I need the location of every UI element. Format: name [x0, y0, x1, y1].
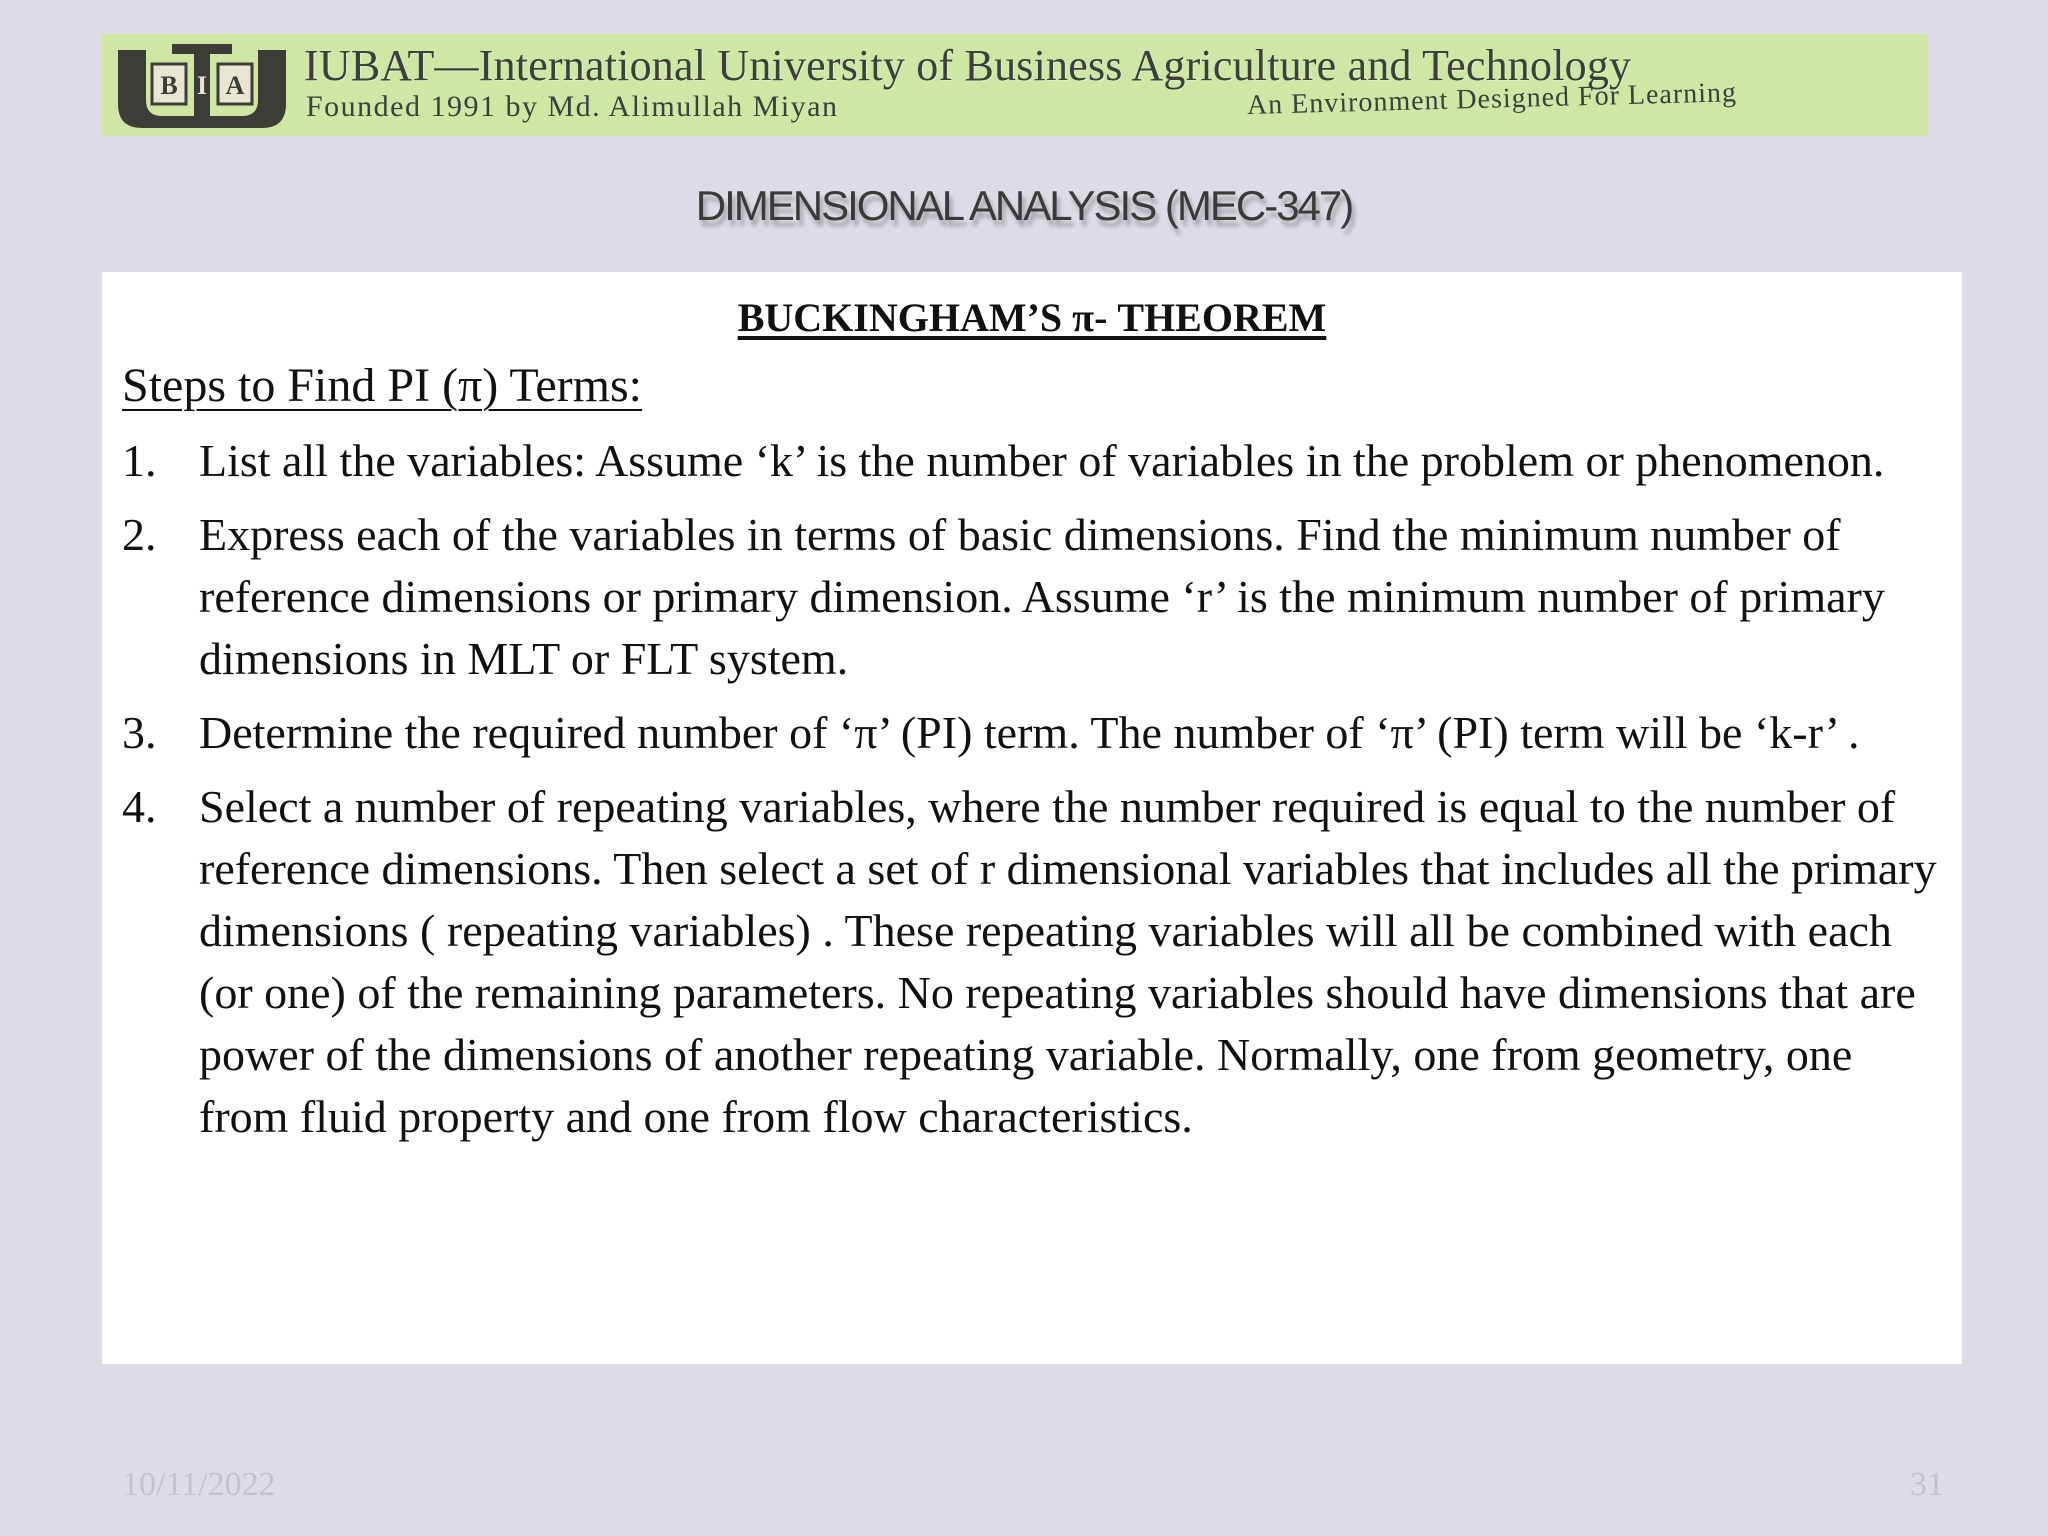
logo-letter-a: A: [225, 71, 245, 100]
step-text: Determine the required number of ‘π’ (PI) term. The number of ‘π’ (PI) term will be ‘k-r’ .: [199, 707, 1860, 758]
list-item: [122, 504, 1942, 690]
list-item: [122, 776, 1942, 1148]
step-number: 2.: [122, 509, 157, 560]
university-banner: [102, 34, 1928, 136]
steps-subheading: Steps to Find PI (π) Terms:: [122, 359, 643, 412]
step-text: Select a number of repeating variables, where the number required is equal to the number of reference dimensions. Then select a set of r dimensional variables that includes all the primary dimensions ( repeating variables) . These repeating variables will all be combined with each (or one) of the remaining parameters. No repeating variables should have dimensions that are power of the dimensions of another repeating variable. Normally, one from geometry, one from fluid property and one from flow characteristics.: [199, 781, 1937, 1142]
section-heading-text: BUCKINGHAM’S π- THEOREM: [737, 295, 1327, 340]
step-number: 3.: [122, 707, 157, 758]
list-item: [122, 430, 1942, 492]
content-panel: [102, 272, 1962, 1364]
banner-founded-line: Founded 1991 by Md. Alimullah Miyan: [306, 90, 839, 123]
iubat-logo: [112, 42, 292, 130]
banner-tagline: An Environment Designed For Learning: [1246, 77, 1738, 121]
step-text: List all the variables: Assume ‘k’ is the number of variables in the problem or phenomenon.: [199, 435, 1885, 486]
slide-number: 31: [1910, 1466, 1944, 1503]
logo-letter-i: I: [196, 71, 208, 100]
slide-title: DIMENSIONAL ANALYSIS (MEC-347): [695, 182, 1353, 229]
logo-letter-b: B: [160, 71, 178, 100]
step-text: Express each of the variables in terms of basic dimensions. Find the minimum number of reference dimensions or primary dimension. Assume ‘r’ is the minimum number of primary dimensions in MLT or FLT system.: [199, 509, 1885, 684]
list-item: [122, 702, 1942, 764]
banner-title: IUBAT—International University of Business Agriculture and Technology: [304, 41, 1632, 90]
step-number: 1.: [122, 435, 157, 486]
steps-list: [122, 430, 1942, 1160]
section-heading: [102, 294, 1962, 341]
step-number: 4.: [122, 781, 157, 832]
footer-date: 10/11/2022: [122, 1466, 276, 1503]
